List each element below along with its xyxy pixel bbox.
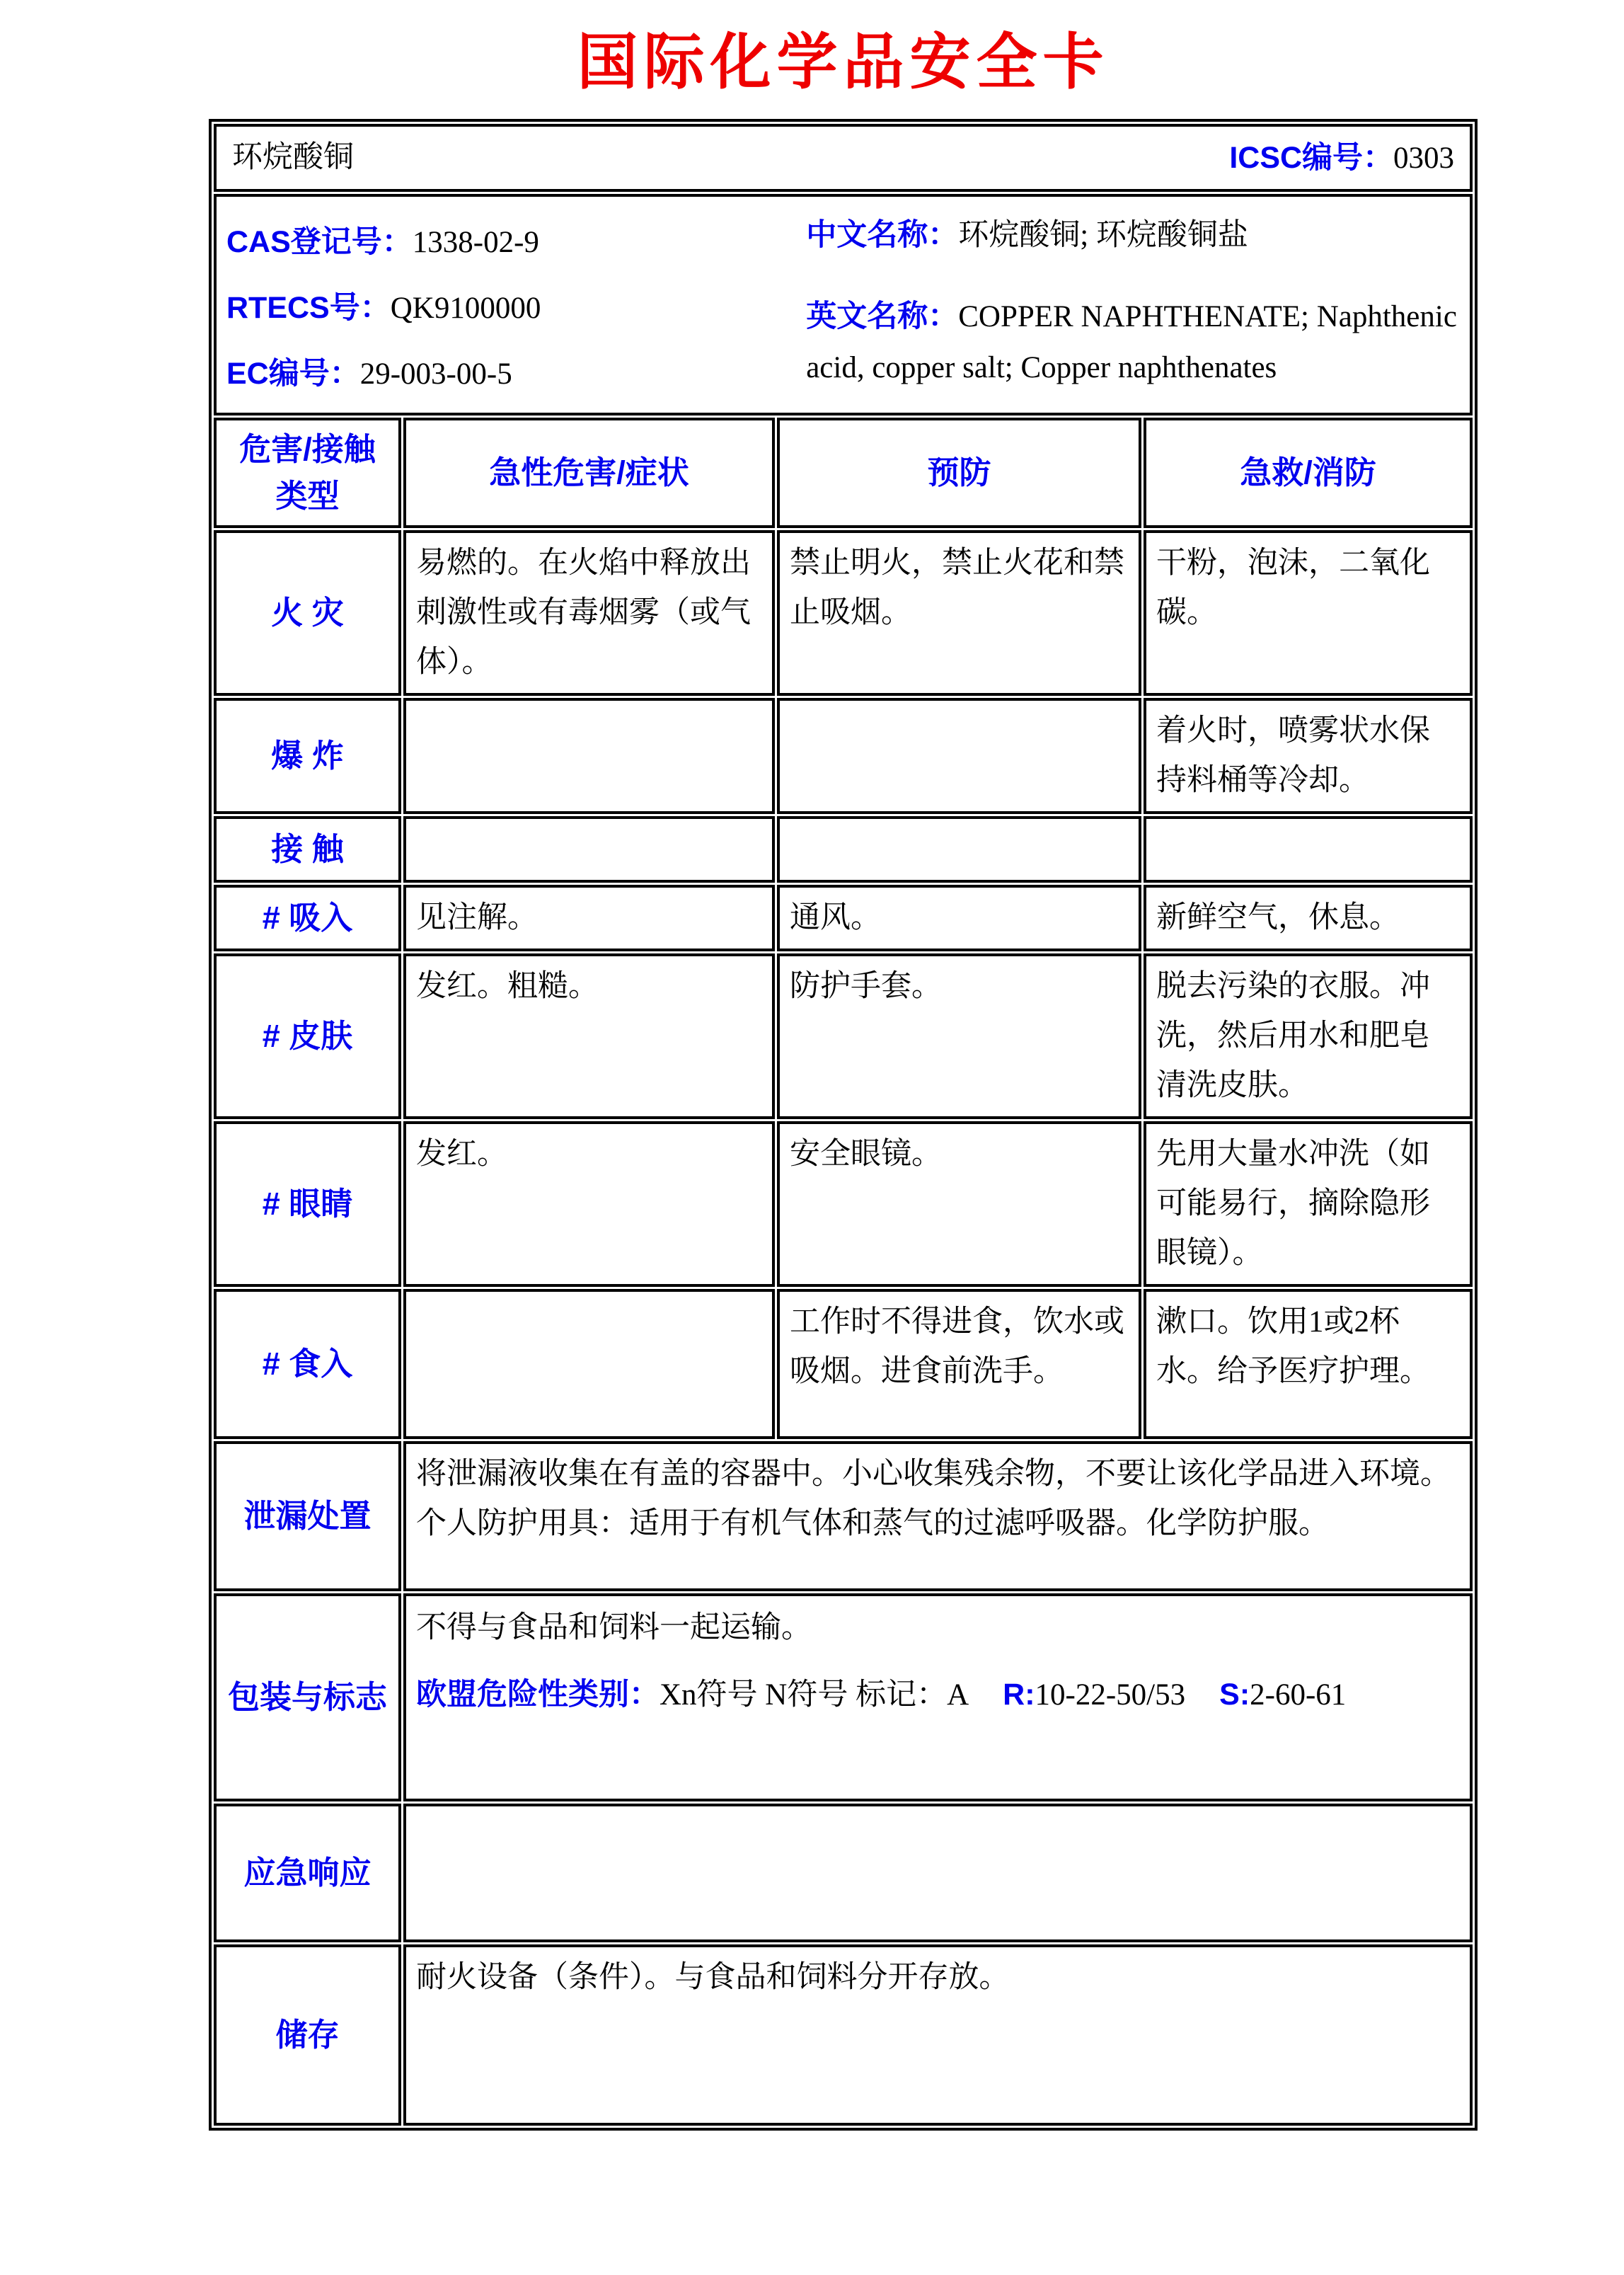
column-header-first-aid: 急救/消防 <box>1144 418 1473 528</box>
skin-symptoms-cell: 发红。粗糙。 <box>403 953 775 1119</box>
table-row-fire <box>214 530 1473 696</box>
spillage-content-cell: 将泄漏液收集在有盖的容器中。小心收集残余物，不要让该化学品进入环境。个人防护用具：适用于有机气体和蒸气的过滤呼吸器。化学防护服。 <box>403 1441 1473 1591</box>
table-row-storage <box>214 1944 1473 2126</box>
skin-prevention-cell: 防护手套。 <box>777 953 1141 1119</box>
exposure-prevention-cell <box>777 816 1141 883</box>
cas-number-line <box>226 210 806 275</box>
icsc-number-group <box>1229 133 1454 183</box>
explosion-first-aid-cell: 着火时，喷雾状水保持料桶等冷却。 <box>1144 698 1473 814</box>
cas-label: CAS登记号： <box>226 225 413 259</box>
inhalation-prevention-cell: 通风。 <box>777 885 1141 951</box>
fire-first-aid-cell: 干粉，泡沫，二氧化碳。 <box>1144 530 1473 696</box>
row-label-ingestion: # 食入 <box>214 1289 401 1439</box>
packaging-content-cell <box>403 1593 1473 1801</box>
ec-number-line <box>226 341 806 407</box>
packaging-eu-classification-line <box>416 1666 1460 1724</box>
chemical-header-cell <box>214 124 1473 192</box>
row-label-skin: # 皮肤 <box>214 953 401 1119</box>
table-row-eyes <box>214 1121 1473 1287</box>
registry-numbers-block <box>226 210 806 407</box>
ingestion-first-aid-cell: 漱口。饮用1或2杯水。给予医疗护理。 <box>1144 1289 1473 1439</box>
ingestion-prevention-cell: 工作时不得进食，饮水或吸烟。进食前洗手。 <box>777 1289 1141 1439</box>
column-header-prevention: 预防 <box>777 418 1141 528</box>
rtecs-label: RTECS号： <box>226 291 391 325</box>
column-header-hazard-type-line1: 危害/接触 <box>239 431 376 467</box>
exposure-first-aid-cell <box>1144 816 1473 883</box>
fire-symptoms-cell: 易燃的。在火焰中释放出刺激性或有毒烟雾（或气体）。 <box>403 530 775 696</box>
icsc-card-table <box>209 119 1478 2131</box>
row-label-eyes: # 眼睛 <box>214 1121 401 1287</box>
chemical-header-row <box>214 124 1473 192</box>
english-name-value: COPPER NAPHTHENATE; Naphthenic acid, copper salt; Copper naphthenates <box>806 300 1457 384</box>
row-label-spillage: 泄漏处置 <box>214 1441 401 1591</box>
table-row-inhalation <box>214 885 1473 951</box>
names-block <box>806 210 1460 407</box>
table-row-skin <box>214 953 1473 1119</box>
table-row-ingestion <box>214 1289 1473 1439</box>
eyes-prevention-cell: 安全眼镜。 <box>777 1121 1141 1287</box>
chinese-name-label: 中文名称： <box>806 218 959 252</box>
rtecs-number-line <box>226 275 806 341</box>
rtecs-value: QK9100000 <box>390 292 541 325</box>
explosion-symptoms-cell <box>403 698 775 814</box>
eu-hazard-class-label: 欧盟危险性类别： <box>416 1678 660 1712</box>
row-label-packaging: 包装与标志 <box>214 1593 401 1801</box>
row-label-emergency-response: 应急响应 <box>214 1804 401 1942</box>
r-phrases-value: 10-22-50/53 <box>1035 1678 1186 1712</box>
skin-first-aid-cell: 脱去污染的衣服。冲洗，然后用水和肥皂清洗皮肤。 <box>1144 953 1473 1119</box>
r-phrases-group <box>1003 1678 1185 1712</box>
emergency-response-content-cell <box>403 1804 1473 1942</box>
hazard-table-header-row <box>214 418 1473 528</box>
english-name-line <box>806 291 1460 394</box>
storage-content-cell: 耐火设备（条件）。与食品和饲料分开存放。 <box>403 1944 1473 2126</box>
icsc-number-label: ICSC编号： <box>1229 140 1394 175</box>
icsc-document-page <box>0 13 1624 2131</box>
row-label-fire: 火 灾 <box>214 530 401 696</box>
row-label-inhalation: # 吸入 <box>214 885 401 951</box>
inhalation-first-aid-cell: 新鲜空气，休息。 <box>1144 885 1473 951</box>
exposure-symptoms-cell <box>403 816 775 883</box>
eyes-symptoms-cell: 发红。 <box>403 1121 775 1287</box>
column-header-hazard-type <box>214 418 401 528</box>
eu-hazard-symbols: Xn符号 N符号 标记：A <box>660 1678 969 1712</box>
chemical-name: 环烷酸铜 <box>232 141 354 174</box>
packaging-transport-note: 不得与食品和饲料一起运输。 <box>416 1611 812 1644</box>
chinese-name-line <box>806 210 1460 261</box>
explosion-prevention-cell <box>777 698 1141 814</box>
row-label-exposure: 接 触 <box>214 816 401 883</box>
ec-value: 29-003-00-5 <box>359 357 512 391</box>
page-title: 国际化学品安全卡 <box>577 28 1110 96</box>
s-phrases-group <box>1219 1678 1346 1712</box>
table-row-explosion <box>214 698 1473 814</box>
ingestion-symptoms-cell <box>403 1289 775 1439</box>
column-header-hazard-type-line2: 类型 <box>275 478 340 514</box>
cas-value: 1338-02-9 <box>412 226 539 259</box>
fire-prevention-cell: 禁止明火，禁止火花和禁止吸烟。 <box>777 530 1141 696</box>
table-row-spillage <box>214 1441 1473 1591</box>
eyes-first-aid-cell: 先用大量水冲洗（如可能易行，摘除隐形眼镜）。 <box>1144 1121 1473 1287</box>
table-row-packaging <box>214 1593 1473 1801</box>
s-phrases-value: 2-60-61 <box>1250 1678 1347 1712</box>
table-row-emergency-response <box>214 1804 1473 1942</box>
chinese-name-value: 环烷酸铜; 环烷酸铜盐 <box>958 219 1248 252</box>
english-name-label: 英文名称： <box>806 299 959 333</box>
s-phrases-label: S: <box>1219 1678 1250 1712</box>
row-label-explosion: 爆 炸 <box>214 698 401 814</box>
inhalation-symptoms-cell: 见注解。 <box>403 885 775 951</box>
icsc-number-value: 0303 <box>1393 141 1455 175</box>
column-header-symptoms: 急性危害/症状 <box>403 418 775 528</box>
table-row-exposure <box>214 816 1473 883</box>
row-label-storage: 储存 <box>214 1944 401 2126</box>
r-phrases-label: R: <box>1003 1678 1035 1712</box>
identifiers-cell <box>214 194 1473 416</box>
identifiers-row <box>214 194 1473 416</box>
ec-label: EC编号： <box>226 357 360 391</box>
